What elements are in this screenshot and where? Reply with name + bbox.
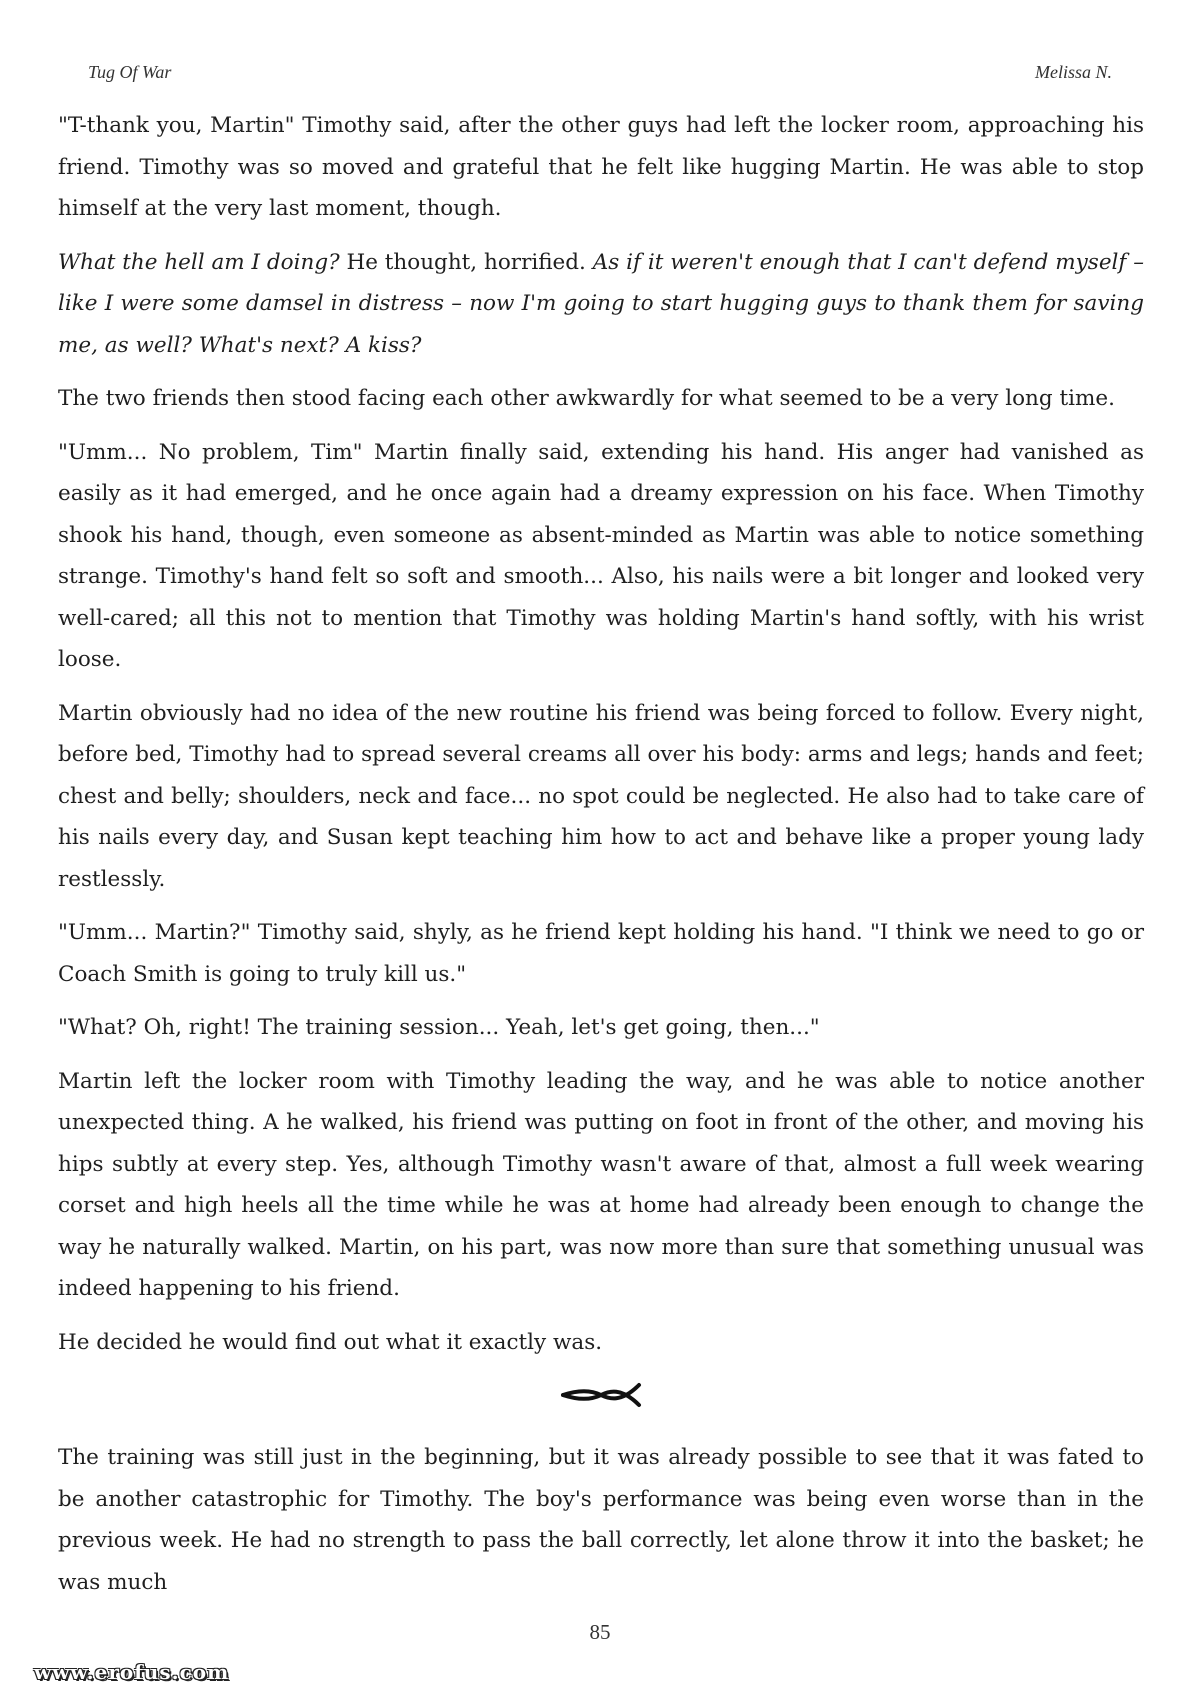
paragraph-7: "What? Oh, right! The training session... Yeah, let's get going, then...": [58, 1015, 820, 1040]
page-body: [58, 105, 1144, 1615]
page-number: 85: [589, 1620, 611, 1644]
paragraph-2: [58, 242, 1144, 367]
italic-thought-1: What the hell am I doing?: [58, 249, 340, 275]
paragraph-3: The two friends then stood facing each other awkwardly for what seemed to be a very long time.: [58, 386, 1115, 411]
italic-thought-2: As if it weren't enough that I can't defend myself – like I were some damsel in distress – now I'm going to start hugging guys to thank them for saving me, as well? What's next? A kiss?: [58, 249, 1144, 358]
paragraph-6: "Umm... Martin?" Timothy said, shyly, as he friend kept holding his hand. "I think we need to go or Coach Smith is going to truly kill us.": [58, 920, 1144, 987]
site-watermark: www.erofus.com: [34, 1660, 230, 1684]
book-title: Tug Of War: [88, 62, 172, 82]
paragraph-4: "Umm... No problem, Tim" Martin finally said, extending his hand. His anger had vanished as easily as it had emerged, and he once again had a dreamy expression on his face. When Timothy shook his hand, though, even someone as absent-minded as Martin was able to notice something strange. Timothy's hand felt so soft and smooth... Also, his nails were a bit longer and looked very well-cared; all this not to mention that Timothy was holding Martin's hand softly, with his wrist loose.: [58, 439, 1144, 672]
author-name: Melissa N.: [1034, 62, 1112, 82]
paragraph-9: He decided he would find out what it exactly was.: [58, 1329, 603, 1355]
paragraph-8: Martin left the locker room with Timothy leading the way, and he was able to notice another unexpected thing. A he walked, his friend was putting on foot in front of the other, and moving his hips subtly at every step. Yes, although Timothy wasn't aware of that, almost a full week wearing corset and high heels all the time while he was at home had already been enough to change the way he naturally walked. Martin, on his part, was now more than sure that something unusual was indeed happening to his friend.: [58, 1068, 1144, 1301]
running-header: [88, 62, 1112, 83]
scene-break: [58, 1375, 1144, 1415]
paragraph-10: The training was still just in the beginning, but it was already possible to see that it was fated to be another catastrophic for Timothy. The boy's performance was being even worse than in the previous week. He had no strength to pass the ball correctly, let alone throw it into the basket; he was much: [58, 1445, 1144, 1595]
scene-break-ornament-icon: [559, 1375, 643, 1415]
paragraph-1: "T-thank you, Martin" Timothy said, after the other guys had left the locker room, approaching his friend. Timothy was so moved and grateful that he felt like hugging Martin. He was able to stop himself at the very last moment, though.: [58, 113, 1144, 221]
paragraph-5: Martin obviously had no idea of the new routine his friend was being forced to follow. Every night, before bed, Timothy had to spread several creams all over his body: arms and legs; hands and feet; chest and belly; shoulders, neck and face... no spot could be neglected. He also had to take care of his nails every day, and Susan kept teaching him how to act and behave like a proper young lady restlessly.: [58, 700, 1144, 892]
paragraph-2-narration: He thought, horrified.: [339, 249, 593, 275]
